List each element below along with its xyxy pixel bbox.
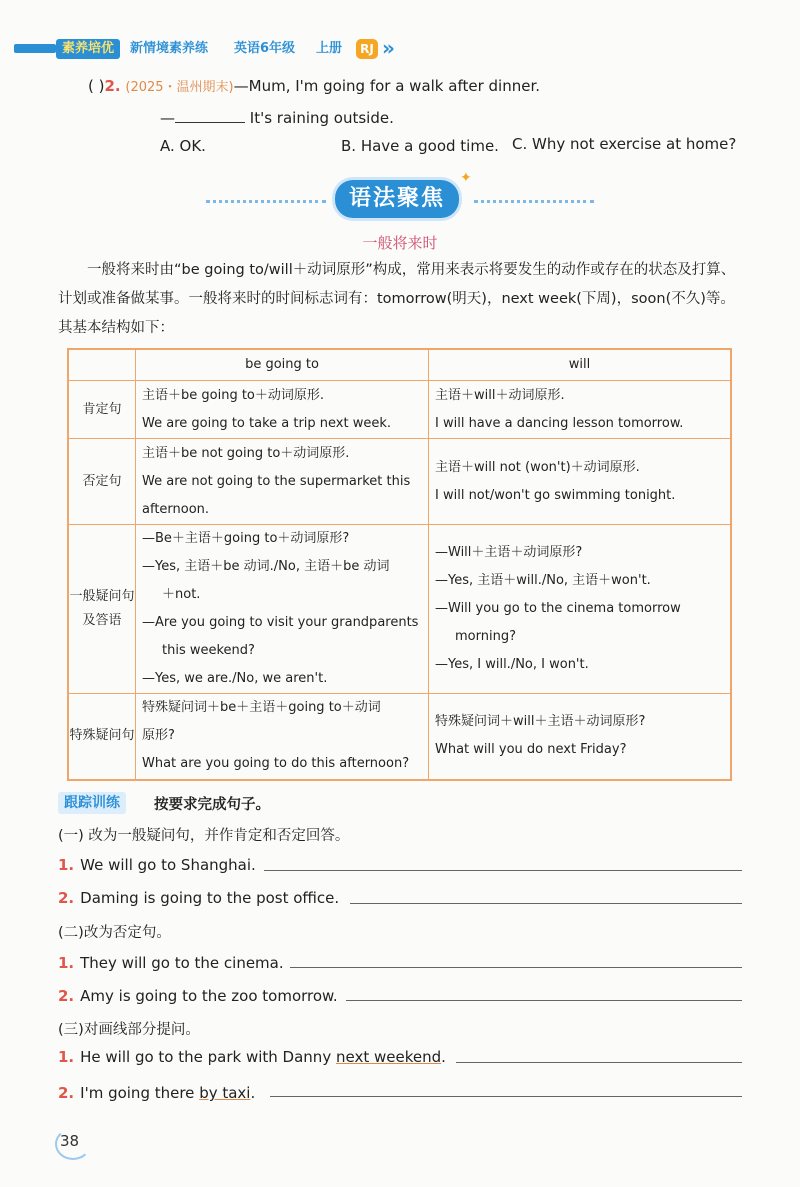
banner-divider-right [474, 200, 594, 203]
answer-blank[interactable] [175, 107, 245, 123]
sparkle-icon: ✦ [460, 170, 472, 186]
list-item: 1. We will go to Shanghai. [58, 856, 256, 874]
col-header-will: will [429, 349, 732, 381]
page-number: 38 [60, 1132, 80, 1150]
practice-tag: 跟踪训练 [58, 792, 126, 814]
part3-title: (三)对画线部分提问。 [58, 1022, 200, 1038]
answer-line[interactable] [456, 1062, 742, 1063]
chevron-icon: » [382, 36, 395, 60]
edition-badge: RJ [356, 39, 378, 59]
cell-going-question: —Be＋主语＋going to＋动词原形? —Yes, 主语＋be 动词./No, 主语＋be 动词 ＋not. —Are you going to visit your grandparents this weekend? —Yes, we are./No, we aren't. [136, 525, 429, 694]
list-item: 1. They will go to the cinema. [58, 954, 284, 972]
cell-will-affirmative: 主语＋will＋动词原形. I will have a dancing lesson tomorrow. [429, 381, 732, 439]
brand-logo: 素养培优 [56, 39, 120, 59]
banner-divider-left [206, 200, 326, 203]
answer-paren[interactable]: ( ) [88, 77, 105, 95]
option-c: C. Why not exercise at home? [512, 135, 737, 153]
question-2 [88, 76, 540, 98]
cell-going-negative: 主语＋be not going to＋动词原形. We are not going to the supermarket this afternoon. [136, 439, 429, 525]
row-label-wh-question: 特殊疑问句 [68, 694, 136, 780]
option-a: A. OK. [160, 137, 206, 155]
underlined-phrase: by taxi [199, 1084, 251, 1102]
option-b: B. Have a good time. [341, 137, 499, 155]
practice-instruction: 按要求完成句子。 [154, 797, 270, 813]
intro-paragraph: 一般将来时由“be going to/will＋动词原形”构成，常用来表示将要发生的动作或存在的状态及打算、计划或准备做某事。一般将来时的时间标志词有：tomorrow(明天)，next week(下周)，soon(不久)等。其基本结构如下： [58, 262, 736, 336]
question-number: 2. [104, 77, 121, 95]
list-item: 1. He will go to the park with Danny next weekend. [58, 1048, 446, 1066]
col-header-going: be going to [136, 349, 429, 381]
volume-label: 上册 [316, 41, 343, 56]
section-subtitle: 一般将来时 [362, 234, 438, 252]
question-line2: — It's raining outside. [160, 109, 394, 127]
question-source: (2025・温州期末) [125, 80, 234, 95]
grammar-table [67, 348, 732, 781]
part1-title: (一) 改为一般疑问句，并作肯定和否定回答。 [58, 828, 350, 844]
list-item: 2. Amy is going to the zoo tomorrow. [58, 987, 338, 1005]
list-item: 2. Daming is going to the post office. [58, 889, 340, 907]
question-line1: —Mum, I'm going for a walk after dinner. [233, 77, 541, 95]
cell-will-question: —Will＋主语＋动词原形? —Yes, 主语＋will./No, 主语＋won't. —Will you go to the cinema tomorrow morning? —Yes, I will./No, I won't. [429, 525, 732, 694]
cell-will-wh-question: 特殊疑问词＋will＋主语＋动词原形? What will you do next Friday? [429, 694, 732, 780]
row-label-negative: 否定句 [68, 439, 136, 525]
list-item: 2. I'm going there by taxi. [58, 1084, 256, 1102]
answer-line[interactable] [350, 903, 742, 904]
series-title: 新情境素养练 [130, 41, 209, 56]
underlined-phrase: next weekend [335, 1048, 442, 1066]
row-label-question: 一般疑问句 及答语 [68, 525, 136, 694]
part2-title: (二)改为否定句。 [58, 925, 171, 941]
cell-will-negative: 主语＋will not (won't)＋动词原形. I will not/won't go swimming tonight. [429, 439, 732, 525]
subject-label: 英语6年级 [234, 41, 296, 56]
row-label-affirmative: 肯定句 [68, 381, 136, 439]
cell-going-affirmative: 主语＋be going to＋动词原形. We are going to take a trip next week. [136, 381, 429, 439]
answer-line[interactable] [270, 1096, 742, 1097]
question-line2-text: It's raining outside. [249, 109, 394, 127]
answer-line[interactable] [290, 967, 742, 968]
cell-going-wh-question: 特殊疑问词＋be＋主语＋going to＋动词 原形? What are you going to do this afternoon? [136, 694, 429, 780]
answer-line[interactable] [346, 1000, 742, 1001]
answer-line[interactable] [264, 870, 742, 871]
table-corner [68, 349, 136, 381]
header-accent-bar [14, 44, 56, 53]
section-banner: 语法聚焦 [335, 180, 459, 218]
